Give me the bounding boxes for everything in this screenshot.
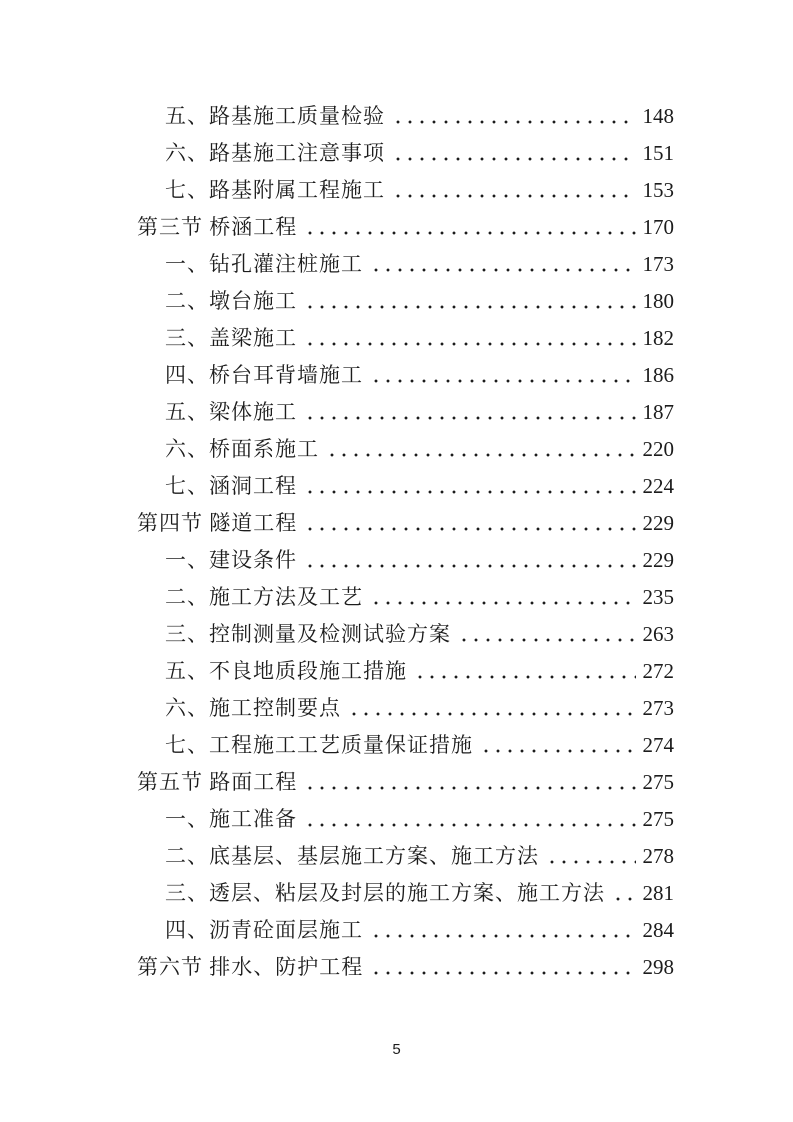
toc-entry-page-number: 275 xyxy=(642,770,674,794)
toc-entry-page-number: 148 xyxy=(642,104,674,128)
dot-leader xyxy=(456,616,636,653)
toc-entry[interactable] xyxy=(137,912,674,949)
dot-leader xyxy=(390,135,636,172)
dot-leader xyxy=(368,912,636,949)
toc-entry-page-number: 153 xyxy=(642,178,674,202)
dot-leader xyxy=(368,246,636,283)
toc-entry[interactable] xyxy=(137,209,674,246)
toc-entry-label: 三、透层、粘层及封层的施工方案、施工方法 xyxy=(165,881,605,905)
dot-leader xyxy=(302,209,636,246)
dot-leader xyxy=(324,431,636,468)
toc-entry[interactable] xyxy=(137,949,674,986)
toc-entry[interactable] xyxy=(137,838,674,875)
toc-entry-page-number: 173 xyxy=(642,252,674,276)
toc-entry[interactable] xyxy=(137,801,674,838)
dot-leader xyxy=(610,875,636,912)
toc-entry-label: 六、路基施工注意事项 xyxy=(165,141,385,165)
toc-entry-label: 三、控制测量及检测试验方案 xyxy=(165,622,451,646)
toc-entry-page-number: 186 xyxy=(642,363,674,387)
toc-entry-label: 一、建设条件 xyxy=(165,548,297,572)
dot-leader xyxy=(302,542,636,579)
toc-entry-label: 二、底基层、基层施工方案、施工方法 xyxy=(165,844,539,868)
toc-entry[interactable] xyxy=(137,394,674,431)
toc-entry-label: 二、施工方法及工艺 xyxy=(165,585,363,609)
toc-entry[interactable] xyxy=(137,283,674,320)
toc-entry-label: 五、路基施工质量检验 xyxy=(165,104,385,128)
toc-entry[interactable] xyxy=(137,468,674,505)
dot-leader xyxy=(368,579,636,616)
toc-entry-page-number: 263 xyxy=(642,622,674,646)
toc-entry[interactable] xyxy=(137,542,674,579)
toc-entry[interactable] xyxy=(137,246,674,283)
dot-leader xyxy=(368,949,636,986)
toc-entry-label: 四、沥青砼面层施工 xyxy=(165,918,363,942)
dot-leader xyxy=(544,838,636,875)
toc-entry-label: 七、路基附属工程施工 xyxy=(165,178,385,202)
toc-entry-label: 二、墩台施工 xyxy=(165,289,297,313)
toc-entry-page-number: 180 xyxy=(642,289,674,313)
dot-leader xyxy=(412,653,636,690)
dot-leader xyxy=(302,394,636,431)
dot-leader xyxy=(302,468,636,505)
dot-leader xyxy=(302,764,636,801)
toc-entry-page-number: 298 xyxy=(642,955,674,979)
dot-leader xyxy=(390,98,636,135)
dot-leader xyxy=(390,172,636,209)
toc-entry-page-number: 281 xyxy=(642,881,674,905)
dot-leader xyxy=(302,801,636,838)
toc-entry-page-number: 284 xyxy=(642,918,674,942)
dot-leader xyxy=(478,727,636,764)
toc-entry-label: 六、桥面系施工 xyxy=(165,437,319,461)
footer-page-number: 5 xyxy=(392,1041,401,1058)
toc-entry-label: 七、工程施工工艺质量保证措施 xyxy=(165,733,473,757)
toc-entry-label: 第六节 排水、防护工程 xyxy=(137,955,364,979)
toc-entry-label: 一、施工准备 xyxy=(165,807,297,831)
dot-leader xyxy=(302,283,636,320)
toc-entry-label: 一、钻孔灌注桩施工 xyxy=(165,252,363,276)
toc-entry[interactable] xyxy=(137,875,674,912)
toc-entry-page-number: 229 xyxy=(642,511,674,535)
toc-entry[interactable] xyxy=(137,616,674,653)
toc-entry-page-number: 151 xyxy=(642,141,674,165)
toc-entry-label: 第三节 桥涵工程 xyxy=(137,215,298,239)
table-of-contents xyxy=(137,98,674,986)
toc-entry[interactable] xyxy=(137,431,674,468)
toc-entry[interactable] xyxy=(137,764,674,801)
toc-entry[interactable] xyxy=(137,98,674,135)
toc-entry-label: 七、涵洞工程 xyxy=(165,474,297,498)
toc-entry-page-number: 235 xyxy=(642,585,674,609)
toc-entry-page-number: 187 xyxy=(642,400,674,424)
toc-entry-label: 第四节 隧道工程 xyxy=(137,511,298,535)
toc-entry-label: 六、施工控制要点 xyxy=(165,696,341,720)
toc-entry[interactable] xyxy=(137,320,674,357)
toc-entry-label: 三、盖梁施工 xyxy=(165,326,297,350)
toc-entry-page-number: 273 xyxy=(642,696,674,720)
toc-entry[interactable] xyxy=(137,172,674,209)
toc-entry-page-number: 220 xyxy=(642,437,674,461)
dot-leader xyxy=(368,357,636,394)
toc-entry[interactable] xyxy=(137,727,674,764)
dot-leader xyxy=(302,505,636,542)
toc-entry-page-number: 274 xyxy=(642,733,674,757)
toc-entry-page-number: 275 xyxy=(642,807,674,831)
dot-leader xyxy=(302,320,636,357)
toc-entry[interactable] xyxy=(137,135,674,172)
toc-entry-label: 五、梁体施工 xyxy=(165,400,297,424)
toc-entry[interactable] xyxy=(137,357,674,394)
toc-entry-label: 五、不良地质段施工措施 xyxy=(165,659,407,683)
toc-entry-page-number: 224 xyxy=(642,474,674,498)
toc-entry-page-number: 229 xyxy=(642,548,674,572)
toc-entry[interactable] xyxy=(137,690,674,727)
toc-entry-label: 第五节 路面工程 xyxy=(137,770,298,794)
toc-entry-page-number: 272 xyxy=(642,659,674,683)
toc-entry[interactable] xyxy=(137,653,674,690)
toc-entry-page-number: 170 xyxy=(642,215,674,239)
toc-entry-label: 四、桥台耳背墙施工 xyxy=(165,363,363,387)
toc-entry[interactable] xyxy=(137,579,674,616)
dot-leader xyxy=(346,690,636,727)
toc-entry[interactable] xyxy=(137,505,674,542)
toc-entry-page-number: 278 xyxy=(642,844,674,868)
toc-entry-page-number: 182 xyxy=(642,326,674,350)
page-footer xyxy=(0,1040,793,1060)
